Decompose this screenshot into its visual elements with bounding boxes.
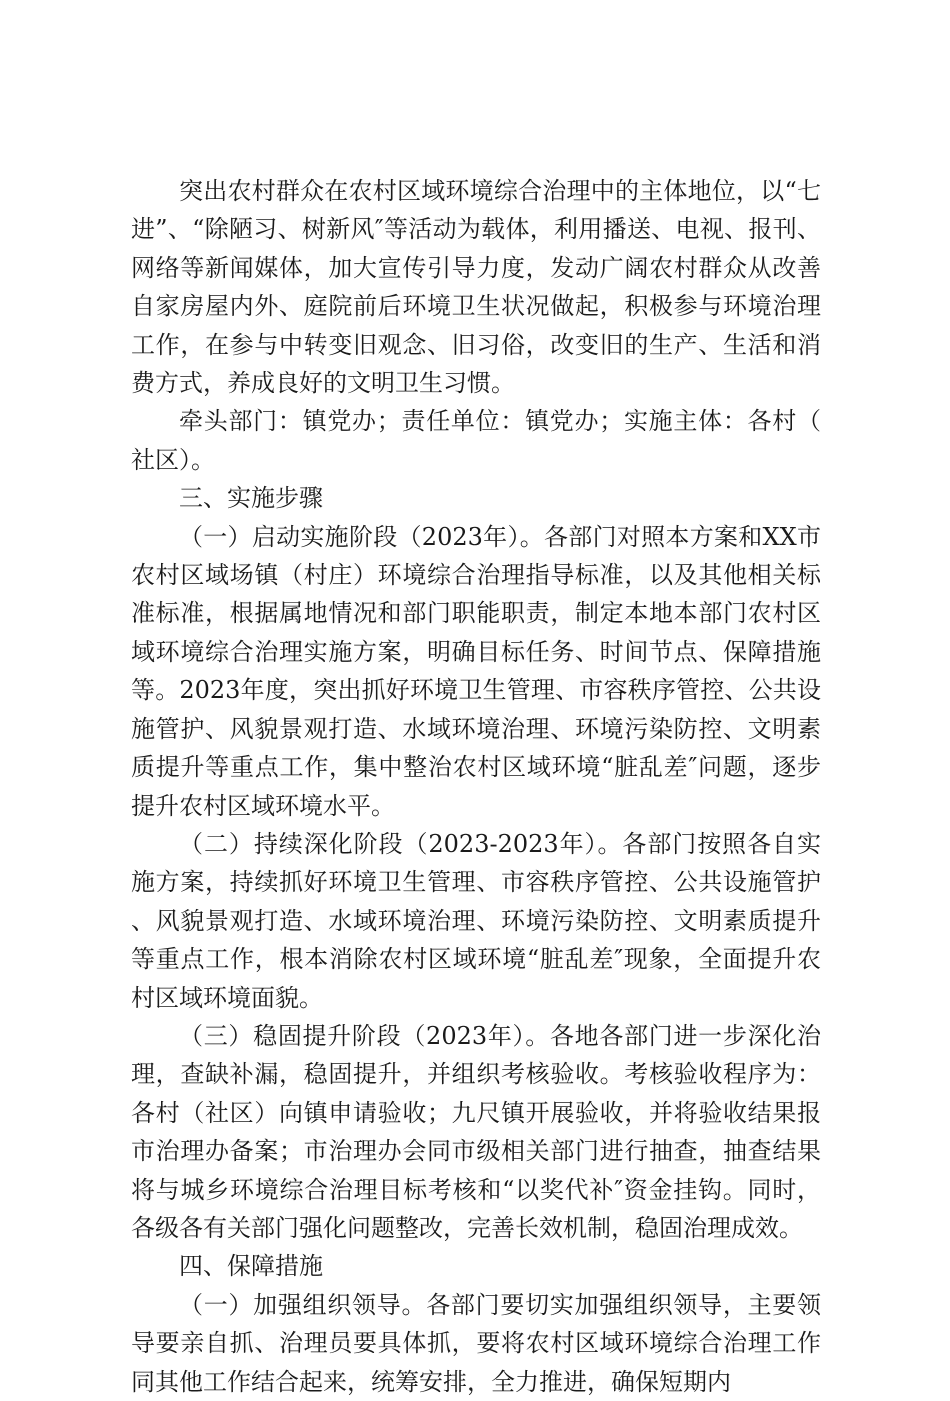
document-body (131, 172, 821, 1401)
paragraph-stage-one: （一）启动实施阶段（2023年）。各部门对照本方案和XX市农村区域场镇（村庄）环境综合治理指导标准，以及其他相关标准标准，根据属地情况和部门职能职责，制定本地本部门农村区域环境综合治理实施方案，明确目标任务、时间节点、保障措施等。2023年度，突出抓好环境卫生管理、市容秩序管控、公共设施管护、风貌景观打造、水域环境治理、环境污染防控、文明素质提升等重点工作，集中整治农村区域环境“脏乱差″问题，逐步提升农村区域环境水平。 (131, 522, 821, 820)
section-heading-safeguards: 四、保障措施 (179, 1252, 323, 1281)
section-heading-implementation-steps: 三、实施步骤 (179, 484, 323, 513)
paragraph-responsibility: 牵头部门：镇党办；责任单位：镇党办；实施主体：各村（社区）。 (131, 407, 821, 474)
paragraph-organization-leadership: （一）加强组织领导。各部门要切实加强组织领导，主要领导要亲自抓、治理员要具体抓，要将农村区域环境综合治理工作同其他工作结合起来，统筹安排，全力推进，确保短期内 (131, 1290, 821, 1396)
paragraph-stage-two: （二）持续深化阶段（2023-2023年）。各部门按照各自实施方案，持续抓好环境卫生管理、市容秩序管控、公共设施管护、风貌景观打造、水域环境治理、环境污染防控、文明素质提升等重点工作，根本消除农村区域环境“脏乱差″现象，全面提升农村区域环境面貌。 (131, 829, 821, 1012)
paragraph-stage-three: （三）稳固提升阶段（2023年）。各地各部门进一步深化治理，查缺补漏，稳固提升，并组织考核验收。考核验收程序为：各村（社区）向镇申请验收；九尺镇开展验收，并将验收结果报市治理办备案；市治理办会同市级相关部门进行抽查，抽查结果将与城乡环境综合治理目标考核和“以奖代补″资金挂钩。同时，各级各有关部门强化问题整改，完善长效机制，稳固治理成效。 (131, 1021, 821, 1242)
paragraph-publicity: 突出农村群众在农村区域环境综合治理中的主体地位，以“七进”、“除陋习、树新风″等活动为载体，利用播送、电视、报刊、网络等新闻媒体，加大宣传引导力度，发动广阔农村群众从改善自家房屋内外、庭院前后环境卫生状况做起，积极参与环境治理工作，在参与中转变旧观念、旧习俗，改变旧的生产、生活和消费方式，养成良好的文明卫生习惯。 (131, 177, 821, 398)
